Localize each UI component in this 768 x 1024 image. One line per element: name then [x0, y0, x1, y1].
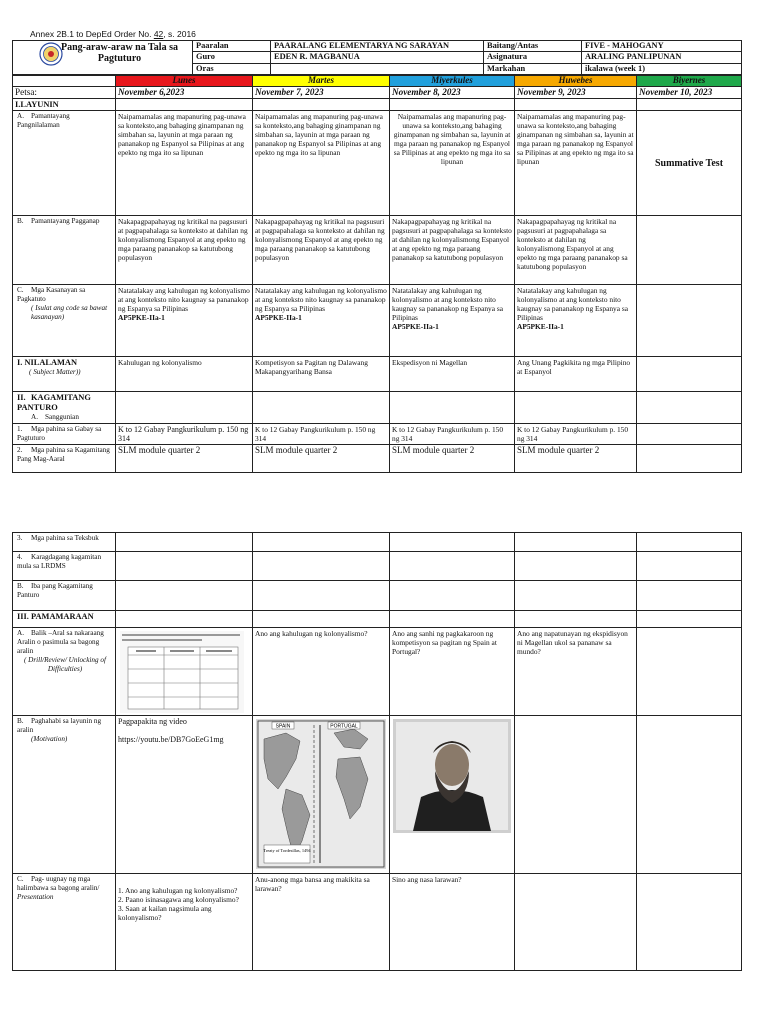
- presentation-lunes: [116, 874, 253, 971]
- label-text: Balik –Aral sa nakaraang Aralin o pasimula sa bagong aralin: [17, 629, 104, 655]
- empty-cell: [637, 392, 742, 424]
- motivation-miyerkules: [390, 716, 515, 874]
- section-heading: PAMAMARAAN: [31, 612, 94, 621]
- label-letter: B.: [17, 582, 24, 590]
- label-letter: A.: [31, 413, 38, 421]
- day-header-martes: Martes: [253, 76, 390, 87]
- date-miyerkules: November 8, 2023: [390, 87, 515, 99]
- pagganap-martes: Nakapagpapahayag ng kritikal na pagsusuri at pagpapahalaga sa konteksto at dahilan ng kolonyalismong Espanyol at ang epekto ng mga paraang pananakop sa katutubong populasyon: [253, 216, 390, 285]
- paaralan-label: Paaralan: [193, 41, 271, 52]
- label-text: Pag- uugnay ng mga halimbawa sa bagong aralin/: [17, 875, 100, 892]
- empty-cell: [637, 99, 742, 111]
- label-number: 4.: [17, 553, 23, 561]
- empty-cell: [637, 874, 742, 971]
- oras-value: [271, 63, 484, 74]
- presentation-martes: Anu-anong mga bansa ang makikita sa larawan?: [253, 874, 390, 971]
- gabay-row: [13, 424, 742, 445]
- presentation-question-3: 3. Saan at kailan nagsimula ang kolonyalismo?: [118, 904, 212, 922]
- date-lunes: November 6,2023: [116, 87, 253, 99]
- empty-cell: [637, 581, 742, 611]
- pagganap-lunes: Nakapagpapahayag ng kritikal na pagsusuri at pagpapahalaga sa konteksto at dahilan ng kolonyalismong Espanyol at ang epekto ng mga paraang pananakop sa katutubong populasyon: [116, 216, 253, 285]
- map-caption: Treaty of Tordesillas, 1494: [263, 848, 311, 853]
- oras-label: Oras: [193, 63, 271, 74]
- empty-cell: [515, 716, 637, 874]
- balik-aral-row: [13, 628, 742, 716]
- empty-cell: [515, 533, 637, 552]
- markahan-value: ikalawa (week 1): [582, 63, 742, 74]
- label-text: Paghahabi sa layunin ng aralin: [17, 717, 102, 734]
- section-number: II.: [17, 393, 26, 402]
- motivation-lunes: [116, 716, 253, 874]
- empty-cell: [637, 285, 742, 357]
- label-text: Mga pahina sa Teksbuk: [31, 534, 99, 542]
- asignatura-label: Asignatura: [484, 51, 582, 63]
- motivation-row: [13, 716, 742, 874]
- layunin-row: [13, 99, 742, 111]
- motivation-martes: [253, 716, 390, 874]
- pangnilalaman-huwebes: Naipamamalas ang mapanuring pag-unawa sa konteksto,ang bahaging ginampanan ng simbahan sa, layunin at mga paraan ng pananakop ng Espanyol sa Pilipinas at ang epekto ng mga ito sa lipunan: [515, 111, 637, 216]
- day-row: [13, 76, 742, 87]
- pamamaraan-row: [13, 611, 742, 628]
- day-header-lunes: Lunes: [116, 76, 253, 87]
- presentation-miyerkules: Sino ang nasa larawan?: [390, 874, 515, 971]
- empty-cell: [637, 716, 742, 874]
- kasanayan-code: AP5PKE-IIa-1: [118, 313, 165, 322]
- slm-miyerkules: SLM module quarter 2: [390, 445, 515, 473]
- empty-cell: [637, 628, 742, 716]
- teksbuk-row: [13, 533, 742, 552]
- label-number: 3.: [17, 534, 23, 542]
- map-label-spain: SPAIN: [275, 723, 291, 730]
- empty-cell: [515, 552, 637, 581]
- balik-aral-martes: Ano ang kahulugan ng kolonyalismo?: [253, 628, 390, 716]
- baitang-value: FIVE - MAHOGANY: [582, 41, 742, 52]
- nilalaman-row: [13, 357, 742, 392]
- slm-martes: SLM module quarter 2: [253, 445, 390, 473]
- nilalaman-lunes: Kahulugan ng kolonyalismo: [116, 357, 253, 392]
- empty-cell: [637, 357, 742, 392]
- empty-cell: [637, 533, 742, 552]
- empty-cell: [637, 611, 742, 628]
- baitang-label: Baitang/Antas: [484, 41, 582, 52]
- motivation-text: Pagpapakita ng video: [118, 717, 187, 726]
- empty-cell: [637, 445, 742, 473]
- presentation-question-2: 2. Paano isinasagawa ang kolonyalismo?: [118, 895, 239, 904]
- presentation-row: [13, 874, 742, 971]
- lesson-log-title-cell: [13, 41, 193, 75]
- label-subtext: ( Drill/Review/ Unlocking of Difficulties): [23, 656, 107, 673]
- empty-cell: [116, 533, 253, 552]
- empty-cell: [116, 392, 253, 424]
- pangnilalaman-miyerkules: Naipamamalas ang mapanuring pag-unawa sa konteksto,ang bahaging ginampanan ng simbahan sa, layunin at mga paraan ng pananakop ng Espanyol sa Pilipinas at ang epekto ng mga ito sa lipunan: [390, 111, 515, 216]
- empty-cell: [637, 424, 742, 445]
- treaty-of-tordesillas-map: [256, 719, 386, 869]
- pagganap-label: [13, 216, 116, 285]
- annex-number: 42: [153, 29, 164, 39]
- label-letter: B.: [17, 717, 24, 725]
- lesson-plan-table-bottom: [12, 532, 742, 971]
- day-header-miyerkules: Miyerkules: [390, 76, 515, 87]
- lesson-log-title: Pang-araw-araw na Tala sa Pagtuturo: [61, 42, 178, 64]
- day-header-biyernes: Biyernes: [637, 76, 742, 87]
- kagamitang-pang-mag-aaral-row: [13, 445, 742, 473]
- label-text: Mga pahina sa Gabay sa Pagtuturo: [17, 425, 102, 442]
- label-number: 1.: [17, 425, 23, 433]
- empty-cell: [637, 216, 742, 285]
- empty-cell: [253, 552, 390, 581]
- kagamitang-pang-mag-aaral-label: [13, 445, 116, 473]
- label-letter: A.: [17, 629, 24, 637]
- section-heading: KAGAMITANG PANTURO: [17, 393, 91, 412]
- label-text: Sanggunian: [45, 413, 79, 421]
- empty-cell: [116, 552, 253, 581]
- header-info-table: [12, 40, 742, 75]
- empty-cell: [390, 581, 515, 611]
- empty-cell: [253, 533, 390, 552]
- kasanayan-lunes: [116, 285, 253, 357]
- kasanayan-text: Natatalakay ang kahulugan ng kolonyalismo at ang konteksto nito kaugnay sa pananakop ng Espanya sa Pilipinas: [517, 286, 629, 322]
- petsa-label: Petsa:: [13, 87, 116, 99]
- empty-cell: [515, 611, 637, 628]
- kasanayan-code: AP5PKE-IIa-1: [392, 322, 439, 331]
- guro-label: Guro: [193, 51, 271, 63]
- date-biyernes: November 10, 2023: [637, 87, 742, 99]
- label-letter: C.: [17, 286, 24, 294]
- kasanayan-huwebes: [515, 285, 637, 357]
- empty-cell: [390, 99, 515, 111]
- kagamitan-label: [13, 392, 116, 424]
- nilalaman-label: [13, 357, 116, 392]
- gabay-martes: K to 12 Gabay Pangkurikulum p. 150 ng 314: [253, 424, 390, 445]
- kasanayan-label: [13, 285, 116, 357]
- pagganap-row: [13, 216, 742, 285]
- gabay-label: [13, 424, 116, 445]
- guro-value: EDEN R. MAGBANUA: [271, 51, 484, 63]
- gabay-miyerkules: K to 12 Gabay Pangkurikulum p. 150 ng 314: [390, 424, 515, 445]
- kasanayan-martes: [253, 285, 390, 357]
- kasanayan-text: Natatalakay ang kahulugan ng kolonyalismo at ang konteksto nito kaugnay sa pananakop ng Espanya sa Pilipinas: [118, 286, 250, 313]
- map-label-portugal: PORTUGAL: [330, 723, 358, 730]
- label-subtext: (Motivation): [31, 735, 68, 743]
- markahan-label: Markahan: [484, 63, 582, 74]
- slm-huwebes: SLM module quarter 2: [515, 445, 637, 473]
- asignatura-value: ARALING PANLIPUNAN: [582, 51, 742, 63]
- empty-cell: [253, 392, 390, 424]
- annex-year: 2016: [177, 29, 196, 39]
- section-number: III.: [17, 612, 29, 621]
- pagganap-huwebes: Nakapagpapahayag ng kritikal na pagsusuri at pagpapahalaga sa konteksto at dahilan ng kolonyalismong Espanyol at ang epekto ng mga paraang pananakop sa katutubong populasyon: [515, 216, 637, 285]
- day-header-huwebes: Huwebes: [515, 76, 637, 87]
- empty-cell: [116, 611, 253, 628]
- motivation-label: [13, 716, 116, 874]
- label-number: 2.: [17, 446, 23, 454]
- kasanayan-miyerkules: [390, 285, 515, 357]
- lesson-plan-table-top: [12, 75, 742, 473]
- nilalaman-martes: Kompetisyon sa Pagitan ng Dalawang Makapangyarihang Bansa: [253, 357, 390, 392]
- annex-prefix: Annex 2B.1 to DepEd Order No.: [30, 29, 152, 39]
- label-subtext: Presentation: [17, 893, 54, 901]
- empty-cell: [253, 581, 390, 611]
- empty-cell: [515, 392, 637, 424]
- empty-cell: [116, 581, 253, 611]
- empty-cell: [390, 611, 515, 628]
- paaralan-value: PAARALANG ELEMENTARYA NG SARAYAN: [271, 41, 484, 52]
- video-link[interactable]: https://youtu.be/DB7GoEeG1mg: [118, 735, 224, 744]
- summative-test-label: Summative Test: [637, 111, 742, 216]
- empty-cell: [637, 552, 742, 581]
- annex-reference: [30, 29, 196, 39]
- empty-cell: [253, 99, 390, 111]
- date-martes: November 7, 2023: [253, 87, 390, 99]
- label-text: Mga Kasanayan sa Pagkatuto: [17, 286, 86, 303]
- empty-cell: [515, 874, 637, 971]
- balik-aral-miyerkules: Ano ang sanhi ng pagkakaroon ng kompetisyon sa pagitan ng Spain at Portugal?: [390, 628, 515, 716]
- label-text: Pamantayang Pangnilalaman: [17, 112, 70, 129]
- annex-mid: , s.: [163, 29, 175, 39]
- presentation-label: [13, 874, 116, 971]
- date-huwebes: November 9, 2023: [515, 87, 637, 99]
- pagganap-miyerkules: Nakapagpapahayag ng kritikal na pagsusuri at pagpapahalaga sa konteksto at dahilan ng kolonyalismong Espanyol at ang epekto ng mga paraang pananakop sa katutubong populasyon: [390, 216, 515, 285]
- worksheet-table-image: [120, 631, 244, 713]
- label-text: Karagdagang kagamitan mula sa LRDMS: [17, 553, 102, 570]
- kasanayan-code: AP5PKE-IIa-1: [517, 322, 564, 331]
- teksbuk-label: [13, 533, 116, 552]
- label-text: Pamantayang Pagganap: [31, 217, 100, 225]
- label-subtext: ( Isulat ang code sa bawat kasanayan): [31, 304, 108, 321]
- label-letter: B.: [17, 217, 24, 225]
- nilalaman-huwebes: Ang Unang Pagkikita ng mga Pilipino at Espanyol: [515, 357, 637, 392]
- pangnilalaman-label: [13, 111, 116, 216]
- lrdms-row: [13, 552, 742, 581]
- magellan-portrait: [393, 719, 511, 833]
- label-text: Iba pang Kagamitang Panturo: [17, 582, 93, 599]
- nilalaman-miyerkules: Ekspedisyon ni Magellan: [390, 357, 515, 392]
- balik-aral-lunes: [116, 628, 253, 716]
- kasanayan-text: Natatalakay ang kahulugan ng kolonyalismo at ang konteksto nito kaugnay sa pananakop ng Espanya sa Pilipinas: [255, 286, 387, 313]
- empty-cell: [515, 99, 637, 111]
- balik-aral-huwebes: Ano ang napatunayan ng ekspidisyon ni Magellan ukol sa pananaw sa mundo?: [515, 628, 637, 716]
- empty-cell: [390, 392, 515, 424]
- deped-seal-icon: [39, 42, 63, 66]
- petsa-row: [13, 87, 742, 99]
- layunin-heading: I.LAYUNIN: [13, 99, 116, 111]
- pamamaraan-heading: [13, 611, 116, 628]
- empty-cell: [390, 552, 515, 581]
- day-corner: [13, 76, 116, 87]
- balik-aral-label: [13, 628, 116, 716]
- kagamitan-row: [13, 392, 742, 424]
- gabay-huwebes: K to 12 Gabay Pangkurikulum p. 150 ng 314: [515, 424, 637, 445]
- gabay-lunes: K to 12 Gabay Pangkurikulum p. 150 ng 314: [116, 424, 253, 445]
- empty-cell: [253, 611, 390, 628]
- label-subtext: ( Subject Matter)): [29, 368, 81, 376]
- section-heading: I. NILALAMAN: [17, 358, 78, 367]
- iba-pang-kagamitan-row: [13, 581, 742, 611]
- label-letter: A.: [17, 112, 24, 120]
- iba-pang-kagamitan-label: [13, 581, 116, 611]
- kasanayan-code: AP5PKE-IIa-1: [255, 313, 302, 322]
- label-letter: C.: [17, 875, 24, 883]
- slm-lunes: SLM module quarter 2: [116, 445, 253, 473]
- kasanayan-row: [13, 285, 742, 357]
- pangnilalaman-lunes: Naipamamalas ang mapanuring pag-unawa sa konteksto,ang bahaging ginampanan ng simbahan sa, layunin at mga paraan ng pananakop ng Espanyol sa Pilipinas at ang epekto ng mga ito sa lipunan: [116, 111, 253, 216]
- presentation-question-1: 1. Ano ang kahulugan ng kolonyalismo?: [118, 886, 238, 895]
- pangnilalaman-martes: Naipamamalas ang mapanuring pag-unawa sa konteksto,ang bahaging ginampanan ng simbahan sa, layunin at mga paraan ng pananakop ng Espanyol sa Pilipinas at ang epekto ng mga ito sa lipunan: [253, 111, 390, 216]
- pangnilalaman-row: [13, 111, 742, 216]
- lrdms-label: [13, 552, 116, 581]
- empty-cell: [390, 533, 515, 552]
- label-text: Mga pahina sa Kagamitang Pang Mag-Aaral: [17, 446, 110, 463]
- empty-cell: [515, 581, 637, 611]
- kasanayan-text: Natatalakay ang kahulugan ng kolonyalismo at ang konteksto nito kaugnay sa pananakop ng Espanya sa Pilipinas: [392, 286, 504, 322]
- empty-cell: [116, 99, 253, 111]
